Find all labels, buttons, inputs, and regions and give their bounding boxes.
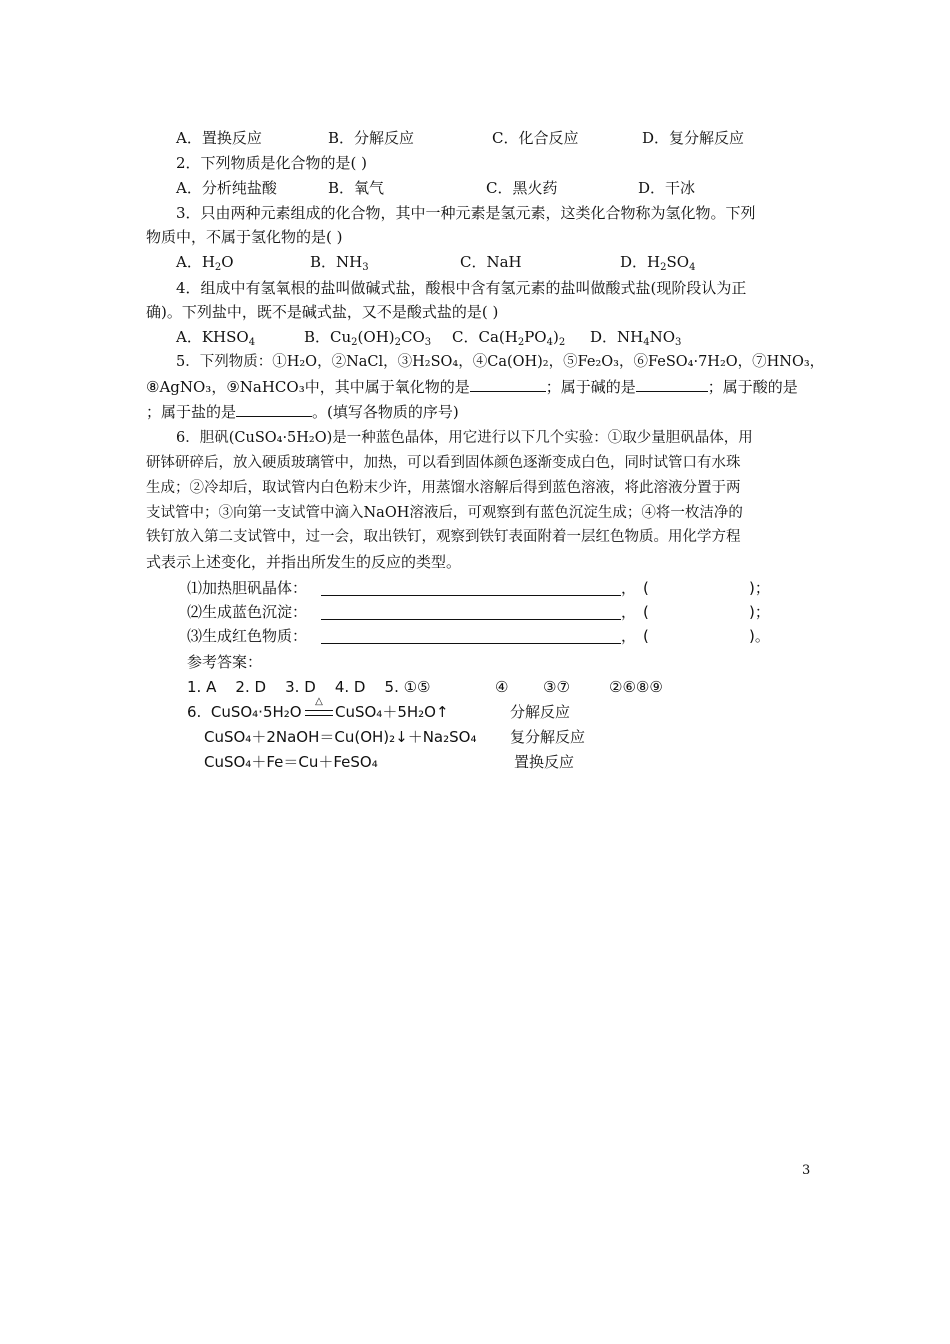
equation3: CuSO₄＋Fe＝Cu＋FeSO₄ bbox=[204, 753, 378, 771]
q6-sub3-label: ⑶生成红色物质： bbox=[187, 627, 308, 645]
q3-options bbox=[176, 251, 695, 273]
base-answer-blank[interactable] bbox=[636, 377, 708, 392]
q2-option-b: B．氧气 bbox=[328, 179, 385, 197]
q6-sub2-comma: ， bbox=[621, 603, 637, 621]
q6-sub3-lparen: ( bbox=[643, 627, 649, 645]
equation2-blank[interactable] bbox=[321, 605, 621, 620]
q6-sub2-rparen: )； bbox=[749, 603, 770, 621]
delta-symbol: △ bbox=[315, 696, 323, 707]
answers-title: 参考答案： bbox=[187, 653, 263, 671]
q2-options bbox=[176, 177, 695, 199]
q1-option-c: C．化合反应 bbox=[492, 129, 579, 147]
q6-sub3-comma: ， bbox=[621, 627, 637, 645]
q5-text-d: ；属于盐的是 bbox=[146, 403, 237, 421]
answer-5-base: ④ bbox=[495, 678, 509, 696]
equation1-product: CuSO₄＋5H₂O↑ bbox=[335, 703, 449, 721]
q5-line1: 5．下列物质：①H₂O，②NaCl，③H₂SO₄，④Ca(OH)₂，⑤Fe₂O₃，⑥FeSO₄·7H₂O，⑦HNO₃， bbox=[176, 354, 825, 370]
page-number: 3 bbox=[802, 1163, 811, 1178]
q6-sub1-label: ⑴加热胆矾晶体： bbox=[187, 579, 308, 597]
q4-option-d: D．$NH_4NO_3$ bbox=[590, 328, 682, 348]
answers-equation1 bbox=[187, 696, 637, 725]
q4-option-a: A．$KHSO_4$ bbox=[176, 328, 256, 348]
equation3-blank[interactable] bbox=[321, 629, 621, 644]
q4-line1: 4．组成中有氢氧根的盐叫做碱式盐，酸根中含有氢元素的盐叫做酸式盐(现阶段认为正 bbox=[176, 279, 747, 297]
equals-double-line bbox=[305, 710, 333, 716]
answer-5-salt: ②⑥⑧⑨ bbox=[609, 678, 663, 696]
q1-option-b: B．分解反应 bbox=[328, 129, 415, 147]
q3-line1: 3．只由两种元素组成的化合物，其中一种元素是氢元素，这类化合物称为氢化物。下列 bbox=[176, 204, 756, 222]
q3-line2: 物质中，不属于氢化物的是( ) bbox=[146, 228, 343, 246]
answers-line1 bbox=[187, 676, 727, 700]
equation1-blank[interactable] bbox=[321, 581, 621, 596]
q5-text-a: ⑧AgNO₃，⑨NaHCO₃中，其中属于氧化物的是 bbox=[146, 378, 470, 396]
q5-line2 bbox=[146, 376, 798, 398]
q6-sub1-comma: ， bbox=[621, 579, 637, 597]
heat-over-equals bbox=[305, 697, 333, 707]
q3-option-d: D．$H_2SO_4$ bbox=[620, 253, 696, 273]
q3-option-c: C．NaH bbox=[460, 253, 522, 271]
q6-sub2-lparen: ( bbox=[643, 603, 649, 621]
q6-line3: 生成；②冷却后，取试管内白色粉末少许，用蒸馏水溶解后得到蓝色溶液，将此溶液分置于两 bbox=[146, 480, 741, 496]
q6-sub2-label: ⑵生成蓝色沉淀： bbox=[187, 603, 308, 621]
q6-line4: 支试管中；③向第一支试管中滴入NaOH溶液后，可观察到有蓝色沉淀生成；④将一枚洁净的 bbox=[146, 505, 743, 521]
oxide-answer-blank[interactable] bbox=[470, 377, 546, 392]
salt-answer-blank[interactable] bbox=[236, 402, 312, 417]
q1-options bbox=[176, 127, 744, 149]
equation2: CuSO₄＋2NaOH＝Cu(OH)₂↓＋Na₂SO₄ bbox=[204, 728, 477, 746]
q6-line1: 6．胆矾(CuSO₄·5H₂O)是一种蓝色晶体，用它进行以下几个实验：①取少量胆矾晶体，用 bbox=[176, 430, 753, 446]
q4-option-b: B．$Cu_2(OH)_2CO_3$ bbox=[304, 328, 432, 348]
q5-line3 bbox=[146, 401, 459, 423]
answers-equation3 bbox=[204, 751, 624, 775]
q6-sub3 bbox=[187, 625, 787, 649]
q4-option-c: C．$Ca(H_2PO_4)_2$ bbox=[452, 328, 566, 348]
q3-option-a: A．$H_2O$ bbox=[176, 253, 234, 273]
q5-text-c: ；属于酸的是 bbox=[707, 378, 798, 396]
reaction-type-2: 复分解反应 bbox=[510, 728, 586, 746]
q2-stem: 2．下列物质是化合物的是( ) bbox=[176, 154, 368, 172]
q4-options bbox=[176, 326, 681, 348]
reaction-type-1: 分解反应 bbox=[510, 703, 571, 721]
q2-option-c: C．黑火药 bbox=[486, 179, 558, 197]
q6-sub1-rparen: )； bbox=[749, 579, 770, 597]
q4-line2: 确)。下列盐中，既不是碱式盐，又不是酸式盐的是( ) bbox=[146, 303, 499, 321]
answers-1-to-5: 1. A 2. D 3. D 4. D 5. ①⑤ bbox=[187, 678, 431, 696]
q6-sub1 bbox=[187, 577, 787, 601]
q6-sub1-lparen: ( bbox=[643, 579, 649, 597]
q1-option-a: A．置换反应 bbox=[176, 129, 262, 147]
q5-text-e: 。(填写各物质的序号) bbox=[312, 403, 459, 421]
q2-option-a: A．分析纯盐酸 bbox=[176, 179, 277, 197]
reaction-type-3: 置换反应 bbox=[514, 753, 575, 771]
q6-line6: 式表示上述变化，并指出所发生的反应的类型。 bbox=[146, 553, 462, 571]
equation1-reactant: 6. CuSO₄·5H₂O bbox=[187, 703, 302, 721]
q6-line2: 研钵研碎后，放入硬质玻璃管中，加热，可以看到固体颜色逐渐变成白色，同时试管口有水珠 bbox=[146, 455, 741, 471]
answer-5-acid: ③⑦ bbox=[543, 678, 570, 696]
q6-line5: 铁钉放入第二支试管中，过一会，取出铁钉，观察到铁钉表面附着一层红色物质。用化学方程 bbox=[146, 529, 741, 545]
q5-text-b: ；属于碱的是 bbox=[545, 378, 636, 396]
answers-equation2 bbox=[204, 726, 624, 750]
q2-option-d: D．干冰 bbox=[638, 179, 696, 197]
q3-option-b: B．$NH_3$ bbox=[310, 253, 369, 273]
q6-sub2 bbox=[187, 601, 787, 625]
q1-option-d: D．复分解反应 bbox=[642, 129, 745, 147]
q6-sub3-rparen: )。 bbox=[749, 627, 770, 645]
